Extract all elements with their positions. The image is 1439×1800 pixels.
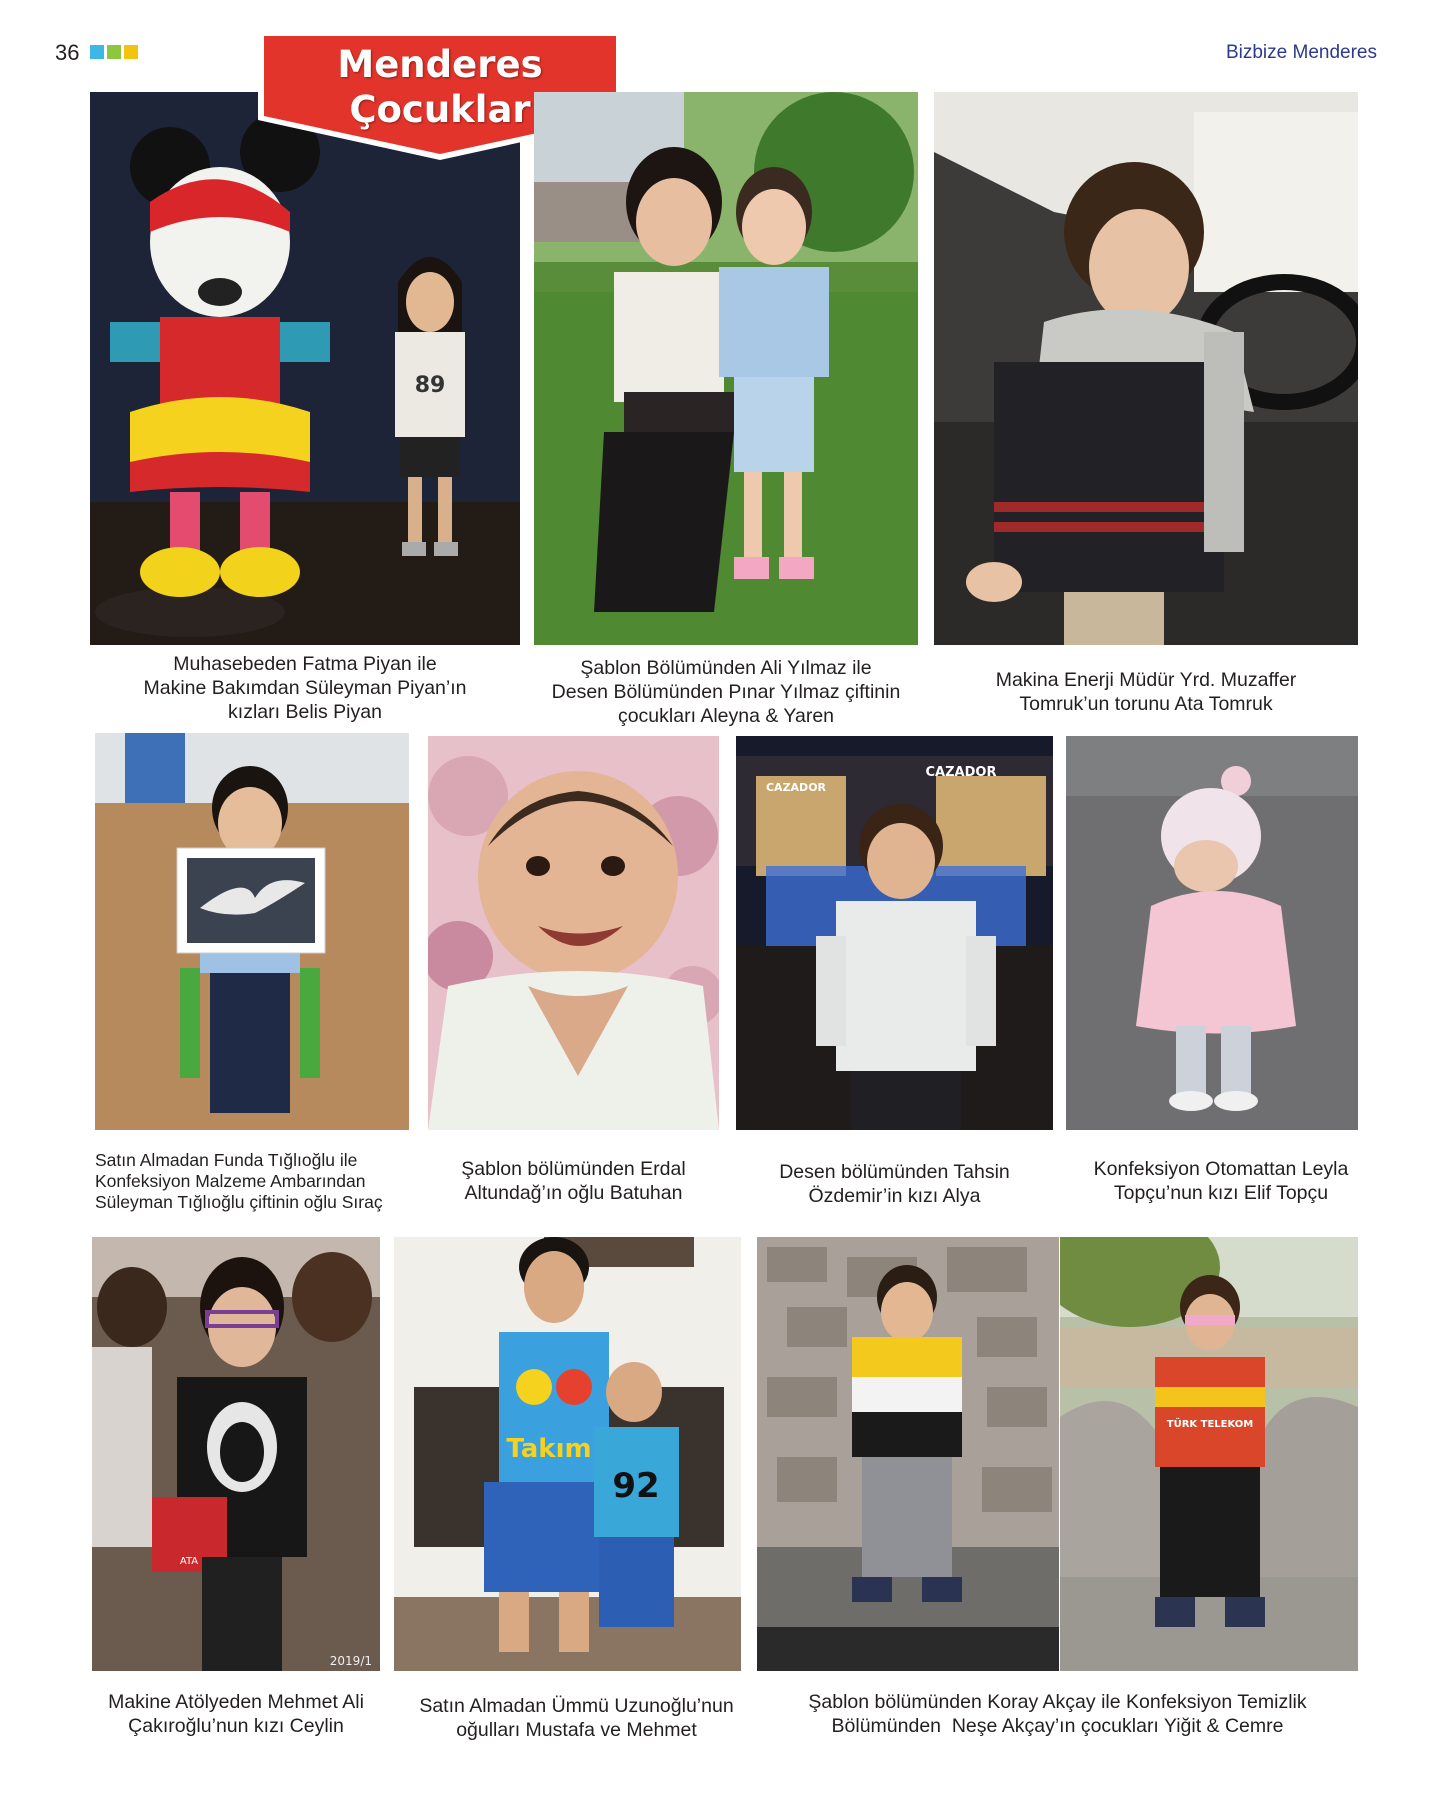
photo-cemre — [1060, 1237, 1358, 1671]
caption-line: Şablon Bölümünden Ali Yılmaz ile — [580, 657, 872, 679]
section-title-line2: Çocuklar — [349, 88, 531, 131]
accent-square-yellow — [124, 45, 138, 59]
photo-ata — [934, 92, 1358, 645]
photo-batuhan — [428, 736, 719, 1130]
photo-belis — [90, 92, 520, 645]
caption-line: Topçu’nun kızı Elif Topçu — [1113, 1182, 1329, 1204]
caption-line: çocukları Aleyna & Yaren — [617, 705, 835, 727]
caption-elif — [1066, 1157, 1376, 1205]
caption-line: Süleyman Tığlıoğlu çiftinin oğlu Sıraç — [95, 1192, 383, 1212]
caption-line: Konfeksiyon Malzeme Ambarından — [95, 1171, 366, 1191]
caption-line: Makine Atölyeden Mehmet Ali — [108, 1691, 364, 1713]
photo-ceylin — [92, 1237, 380, 1671]
photo-yigit — [757, 1237, 1059, 1671]
page-number: 36 — [55, 40, 80, 65]
caption-line: Satın Almadan Funda Tığlıoğlu ile — [95, 1150, 358, 1170]
caption-line: Altundağ’ın oğlu Batuhan — [464, 1182, 683, 1204]
jersey-text: TÜRK TELEKOM — [1166, 1419, 1254, 1430]
caption-aleyna-yaren — [524, 656, 928, 728]
caption-line: Çakıroğlu’nun kızı Ceylin — [128, 1715, 344, 1737]
photo-alya — [736, 736, 1053, 1130]
caption-line: Bölümünden Neşe Akçay’ın çocukları Yiğit & Cemre — [831, 1715, 1284, 1737]
caption-line: kızları Belis Piyan — [228, 701, 382, 723]
photo-elif — [1066, 736, 1358, 1130]
magazine-name: Bizbize Menderes — [1225, 42, 1377, 63]
caption-line: Özdemir’in kızı Alya — [808, 1185, 981, 1207]
caption-ceylin — [82, 1690, 390, 1738]
photo-mustafa-mehmet — [394, 1237, 741, 1671]
caption-batuhan — [428, 1157, 719, 1205]
caption-yigit-cemre — [757, 1690, 1358, 1738]
store-sign-left: CAZADOR — [765, 781, 827, 794]
caption-alya — [736, 1160, 1053, 1208]
bag-text: ATA — [179, 1556, 199, 1567]
photo-sirac — [95, 733, 409, 1130]
caption-ata — [934, 668, 1358, 716]
caption-line: Desen Bölümünden Pınar Yılmaz çiftinin — [551, 681, 901, 703]
shirt-number: 89 — [414, 373, 446, 398]
caption-line: Şablon bölümünden Koray Akçay ile Konfeksiyon Temizlik — [808, 1691, 1307, 1713]
accent-square-green — [107, 45, 121, 59]
tshirt-number: 92 — [612, 1466, 660, 1506]
caption-sirac — [95, 1150, 425, 1213]
caption-line: Satın Almadan Ümmü Uzunoğlu’nun — [419, 1695, 734, 1717]
caption-line: oğulları Mustafa ve Mehmet — [456, 1719, 697, 1741]
caption-line: Konfeksiyon Otomattan Leyla — [1093, 1158, 1349, 1180]
caption-line: Şablon bölümünden Erdal — [461, 1158, 686, 1180]
caption-line: Desen bölümünden Tahsin — [779, 1161, 1010, 1183]
section-title-line1: Menderes — [337, 43, 543, 86]
caption-line: Muhasebeden Fatma Piyan ile — [173, 653, 437, 675]
caption-mustafa-mehmet — [394, 1694, 759, 1742]
accent-square-blue — [90, 45, 104, 59]
photo-aleyna-yaren — [534, 92, 918, 645]
caption-belis — [90, 652, 520, 724]
caption-line: Makina Enerji Müdür Yrd. Muzaffer — [995, 669, 1297, 691]
photo-date-stamp: 2019/1 — [329, 1654, 372, 1668]
store-sign-right: CAZADOR — [925, 765, 997, 780]
tshirt-word: Takım — [506, 1434, 592, 1464]
caption-line: Tomruk’un torunu Ata Tomruk — [1019, 693, 1273, 715]
caption-line: Makine Bakımdan Süleyman Piyan’ın — [143, 677, 467, 699]
